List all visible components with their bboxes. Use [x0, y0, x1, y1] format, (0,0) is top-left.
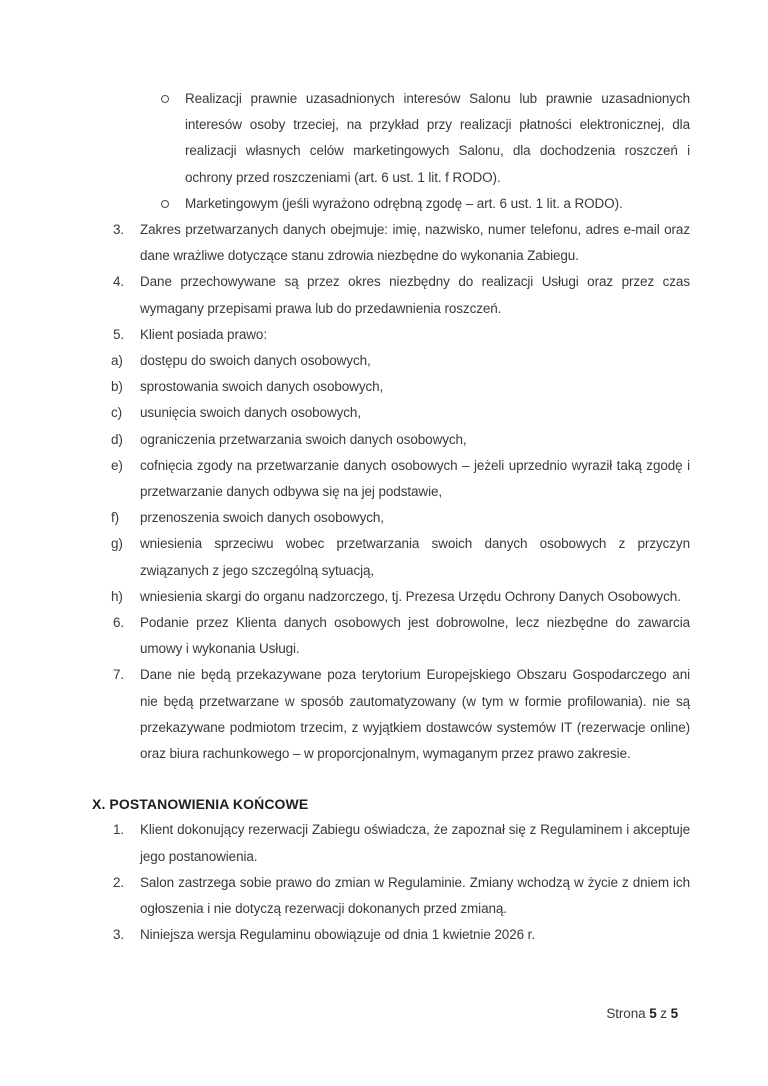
list-item-text: Dane nie będą przekazywane poza terytorium Europejskiego Obszaru Gospodarczego ani nie będą przetwarzane w sposób zautomatyzowany (w tym w formie profilowania). nie są przekazywane podmiotom trzecim, z wyjątkiem dostawców systemów IT (rezerwacje online) oraz biura rachunkowego – w proporcjonalnym, wymaganym przez prawo zakresie.: [140, 667, 690, 762]
list-item-text: wniesienia sprzeciwu wobec przetwarzania swoich danych osobowych z przyczyn związanych z jego szczególną sytuacją,: [140, 536, 690, 578]
list-number: 2.: [113, 874, 125, 890]
page-footer-label: Strona: [606, 1006, 646, 1021]
list-item-text: Klient dokonujący rezerwacji Zabiegu oświadcza, że zapoznał się z Regulaminem i akceptuje jego postanowienia.: [140, 822, 690, 864]
list-number: 3.: [113, 222, 125, 238]
list-item-text: usunięcia swoich danych osobowych,: [140, 405, 361, 421]
list-item-text: Dane przechowywane są przez okres niezbędny do realizacji Usługi oraz przez czas wymagany przepisami prawa lub do przedawnienia roszczeń.: [140, 274, 690, 316]
list-item-text: Salon zastrzega sobie prawo do zmian w Regulaminie. Zmiany wchodzą w życie z dniem ich ogłoszenia i nie dotyczą rezerwacji dokonanych przed zmianą.: [140, 874, 690, 917]
page-number-footer: [606, 1001, 678, 1027]
list-letter: e): [111, 457, 123, 473]
list-number: 7.: [113, 667, 125, 683]
rodo-numbered-list: [92, 217, 690, 767]
list-item: [92, 922, 690, 948]
list-letter: d): [111, 431, 123, 447]
list-item-text: wniesienia skargi do organu nadzorczego, tj. Prezesa Urzędu Ochrony Danych Osobowych.: [140, 588, 681, 604]
list-item: [92, 870, 690, 922]
list-item: [92, 269, 690, 321]
list-item: [92, 662, 690, 767]
list-item: [92, 817, 690, 869]
list-number: 5.: [113, 326, 125, 342]
total-page-number: 5: [670, 1006, 678, 1021]
list-item-text: Klient posiada prawo:: [140, 326, 267, 342]
list-item: [47, 453, 690, 505]
list-letter: f): [111, 510, 120, 526]
list-letter: b): [111, 379, 123, 395]
rodo-section: [92, 86, 690, 767]
list-item-text: sprostowania swoich danych osobowych,: [140, 379, 384, 395]
list-item-text: przenoszenia swoich danych osobowych,: [140, 510, 384, 526]
list-item: [47, 400, 690, 426]
list-item-text: dostępu do swoich danych osobowych,: [140, 353, 371, 369]
list-item: [47, 348, 690, 374]
current-page-number: 5: [649, 1006, 657, 1021]
list-number: 1.: [113, 822, 125, 838]
list-item: [47, 374, 690, 400]
list-item: [47, 505, 690, 531]
circle-bullet-icon: [161, 95, 169, 103]
final-provisions-section: [92, 791, 690, 948]
list-item-text: ograniczenia przetwarzania swoich danych osobowych,: [140, 431, 467, 447]
list-item: [92, 610, 690, 662]
client-rights-list: [47, 348, 690, 610]
list-letter: c): [111, 405, 123, 421]
list-number: 6.: [113, 615, 125, 631]
list-letter: h): [111, 588, 123, 604]
list-item-text: Realizacji prawnie uzasadnionych interesów Salonu lub prawnie uzasadnionych interesów osoby trzeciej, na przykład przy realizacji płatności elektronicznej, dla realizacji własnych celów marketingowych Salonu, dla dochodzenia roszczeń i ochrony przed roszczeniami (art. 6 ust. 1 lit. f RODO).: [185, 91, 690, 185]
list-item: [47, 427, 690, 453]
legal-basis-bullet-list: [92, 86, 690, 217]
list-number: 4.: [113, 274, 125, 290]
document-body: [92, 86, 690, 949]
section-heading: X. POSTANOWIENIA KOŃCOWE: [92, 796, 309, 813]
list-item: [92, 191, 690, 217]
list-item-text: Niniejsza wersja Regulaminu obowiązuje od dnia 1 kwietnie 2026 r.: [140, 927, 535, 943]
list-number: 3.: [113, 927, 125, 943]
list-item: [92, 86, 690, 191]
circle-bullet-icon: [161, 200, 169, 208]
list-item-text: cofnięcia zgody na przetwarzanie danych osobowych – jeżeli uprzednio wyraził taką zgodę i przetwarzanie danych odbywa się na jej podstawie,: [140, 457, 690, 500]
list-item: [92, 322, 690, 610]
final-provisions-list: [92, 817, 690, 948]
list-item: [47, 531, 690, 583]
list-item-text: Podanie przez Klienta danych osobowych jest dobrowolne, lecz niezbędne do zawarcia umowy i wykonania Usługi.: [140, 615, 690, 657]
list-item-text: Marketingowym (jeśli wyrażono odrębną zgodę – art. 6 ust. 1 lit. a RODO).: [185, 195, 623, 211]
page-footer-separator: z: [660, 1006, 667, 1021]
list-item: [47, 584, 690, 610]
list-item: [92, 217, 690, 269]
list-letter: a): [111, 353, 123, 369]
list-item-text: Zakres przetwarzanych danych obejmuje: imię, nazwisko, numer telefonu, adres e-mail oraz dane wrażliwe dotyczące stanu zdrowia niezbędne do wykonania Zabiegu.: [140, 222, 690, 264]
list-letter: g): [111, 536, 123, 552]
